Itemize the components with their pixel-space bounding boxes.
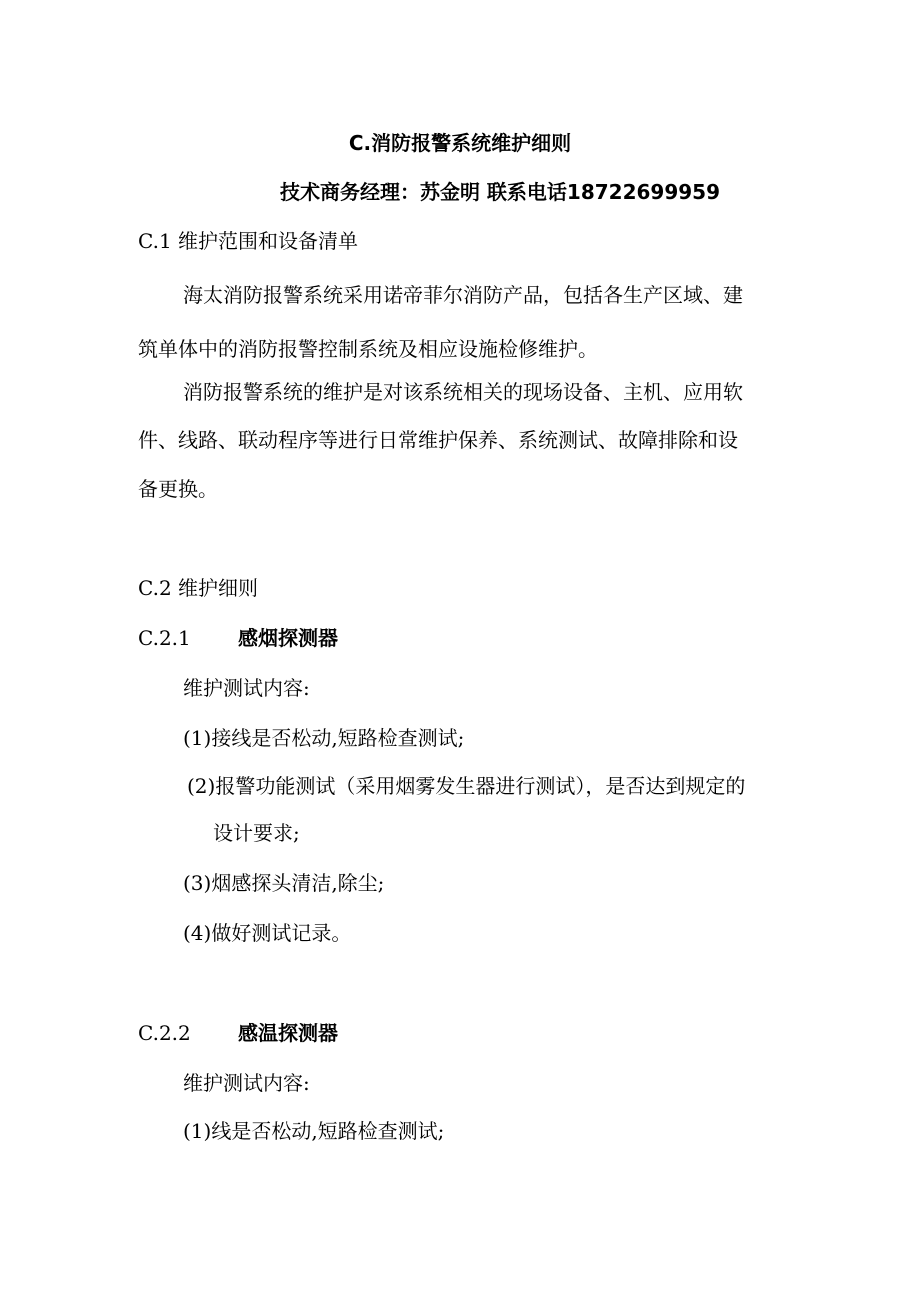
section-heading-c2: C.2 维护细则	[138, 576, 259, 600]
list-item-continued: 设计要求;	[213, 821, 300, 845]
subsection-title-c22: 感温探测器	[238, 1021, 338, 1045]
document-subtitle: 技术商务经理：苏金明 联系电话18722699959	[279, 180, 721, 204]
subsection-number-c22: C.2.2	[138, 1021, 191, 1045]
list-intro: 维护测试内容:	[183, 676, 310, 700]
list-item: (3)烟感探头清洁,除尘;	[183, 871, 385, 895]
list-item: (2)报警功能测试（采用烟雾发生器进行测试），是否达到规定的	[187, 774, 746, 798]
paragraph-line: 件、线路、联动程序等进行日常维护保养、系统测试、故障排除和设	[138, 428, 738, 452]
list-item: (4)做好测试记录。	[183, 921, 352, 945]
paragraph-line: 海太消防报警系统采用诺帝菲尔消防产品，包括各生产区域、建	[183, 283, 743, 307]
list-intro: 维护测试内容:	[183, 1071, 310, 1095]
paragraph-line: 筑单体中的消防报警控制系统及相应设施检修维护。	[138, 337, 598, 361]
subsection-title-c21: 感烟探测器	[238, 626, 338, 650]
list-item: (1)接线是否松动,短路检查测试;	[183, 726, 465, 750]
section-heading-c1: C.1 维护范围和设备清单	[138, 229, 359, 253]
subsection-number-c21: C.2.1	[138, 626, 191, 650]
list-item: (1)线是否松动,短路检查测试;	[183, 1119, 445, 1143]
paragraph-line: 消防报警系统的维护是对该系统相关的现场设备、主机、应用软	[183, 380, 743, 404]
paragraph-line: 备更换。	[138, 477, 218, 501]
document-title: C.消防报警系统维护细则	[348, 131, 572, 155]
